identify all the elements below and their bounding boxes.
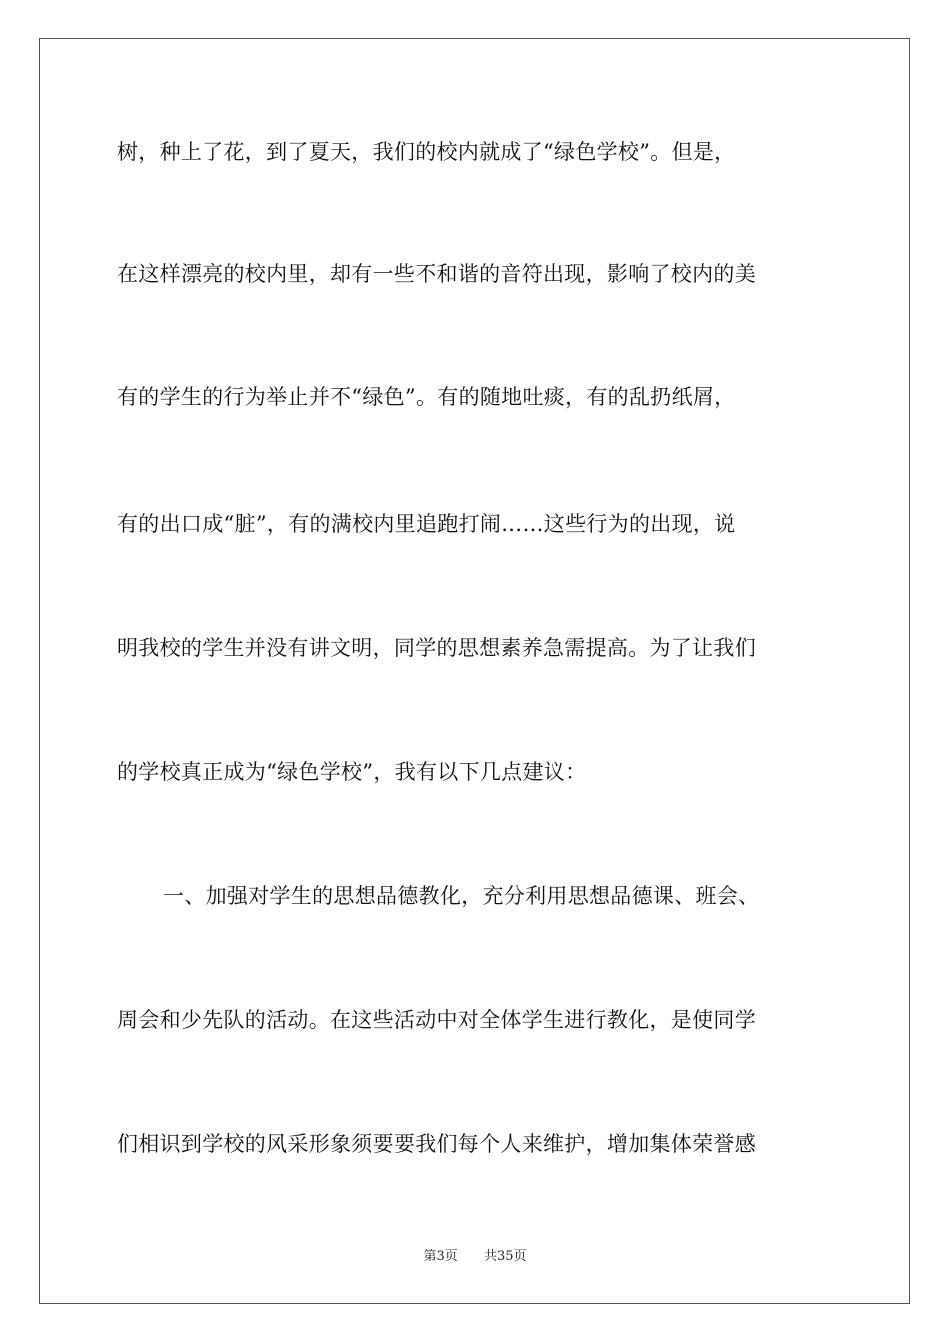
page-footer [0,1248,950,1266]
body-text-line-6: 的学校真正成为“绿色学校”，我有以下几点建议： [117,760,587,784]
body-text-line-3: 有的学生的行为举止并不“绿色”。有的随地吐痰，有的乱扔纸屑， [117,385,736,409]
body-text-line-9: 们相识到学校的风采形象须要要我们每个人来维护，增加集体荣誉感 [117,1132,756,1156]
body-text-line-8: 周会和少先队的活动。在这些活动中对全体学生进行教化，是使同学 [117,1008,756,1032]
page-border [39,38,910,1304]
body-text-line-2: 在这样漂亮的校内里，却有一些不和谐的音符出现，影响了校内的美 [117,262,756,286]
body-text-line-7: 一、加强对学生的思想品德教化，充分利用思想品德课、班会、 [163,884,760,908]
page-number: 第3页 [423,1249,458,1264]
body-text-line-5: 明我校的学生并没有讲文明，同学的思想素养急需提高。为了让我们 [117,636,756,660]
page-total: 共35页 [484,1249,527,1264]
body-text-line-4: 有的出口成“脏”，有的满校内里追跑打闹……这些行为的出现，说 [117,512,736,536]
body-text-line-1: 树，种上了花，到了夏天，我们的校内就成了“绿色学校”。但是， [117,140,736,164]
